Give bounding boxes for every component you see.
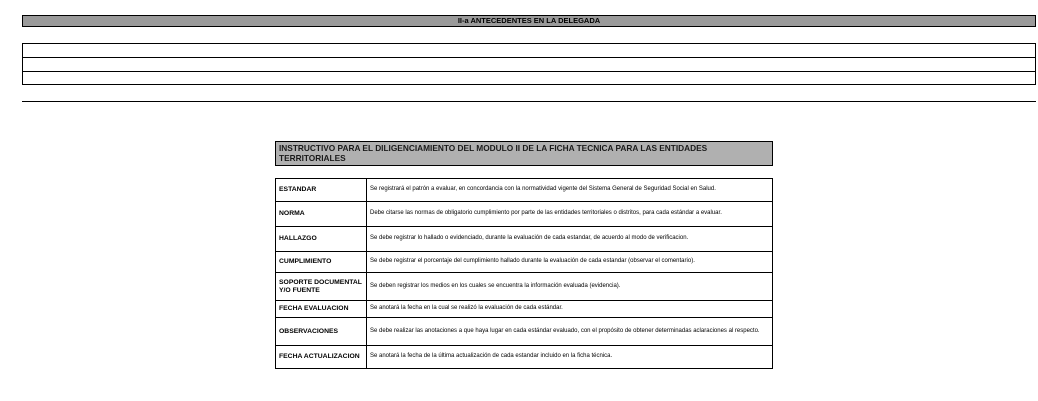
divider bbox=[22, 101, 1036, 102]
table-row bbox=[276, 301, 773, 318]
row-description: Se debe registrar el porcentaje del cumplimiento hallado durante la evaluación de cada estandar (observar el comentario). bbox=[367, 252, 773, 273]
section-header: II-a ANTECEDENTES EN LA DELEGADA bbox=[22, 15, 1036, 27]
empty-row bbox=[22, 43, 1036, 57]
row-description: Se anotará la fecha de la última actualización de cada estandar incluido en la ficha técnica. bbox=[367, 346, 773, 369]
row-description: Se registrará el patrón a evaluar, en concordancia con la normatividad vigente del Sistema General de Seguridad Social en Salud. bbox=[367, 179, 773, 202]
antecedentes-rows bbox=[22, 43, 1036, 85]
table-row bbox=[276, 227, 773, 252]
empty-row bbox=[22, 57, 1036, 71]
row-label: SOPORTE DOCUMENTAL Y/O FUENTE bbox=[276, 273, 367, 301]
row-label: OBSERVACIONES bbox=[276, 318, 367, 346]
row-description: Se debe realizar las anotaciones a que haya lugar en cada estándar evaluado, con el propósito de obtener determinadas aclaraciones al respecto. bbox=[367, 318, 773, 346]
row-description: Se deben registrar los medios en los cuales se encuentra la información evaluada (evidencia). bbox=[367, 273, 773, 301]
table-row bbox=[276, 346, 773, 369]
row-description: Se anotará la fecha en la cual se realizó la evaluación de cada estándar. bbox=[367, 301, 773, 318]
table-row bbox=[276, 318, 773, 346]
table-row bbox=[276, 252, 773, 273]
row-label: CUMPLIMIENTO bbox=[276, 252, 367, 273]
instructivo-table bbox=[275, 178, 773, 369]
table-row bbox=[276, 179, 773, 202]
row-label: FECHA ACTUALIZACION bbox=[276, 346, 367, 369]
row-label: HALLAZGO bbox=[276, 227, 367, 252]
row-label: ESTANDAR bbox=[276, 179, 367, 202]
table-row bbox=[276, 202, 773, 227]
row-label: FECHA EVALUACION bbox=[276, 301, 367, 318]
instructivo-title: INSTRUCTIVO PARA EL DILIGENCIAMIENTO DEL MODULO II DE LA FICHA TECNICA PARA LAS ENTIDADES TERRITORIALES bbox=[275, 141, 773, 166]
table-row bbox=[276, 273, 773, 301]
row-description: Se debe registrar lo hallado o evidenciado, durante la evaluación de cada estandar, de acuerdo al modo de verificacion. bbox=[367, 227, 773, 252]
row-label: NORMA bbox=[276, 202, 367, 227]
empty-row bbox=[22, 71, 1036, 85]
row-description: Debe citarse las normas de obligatorio cumplimiento por parte de las entidades territoriales o distritos, para cada estándar a evaluar. bbox=[367, 202, 773, 227]
